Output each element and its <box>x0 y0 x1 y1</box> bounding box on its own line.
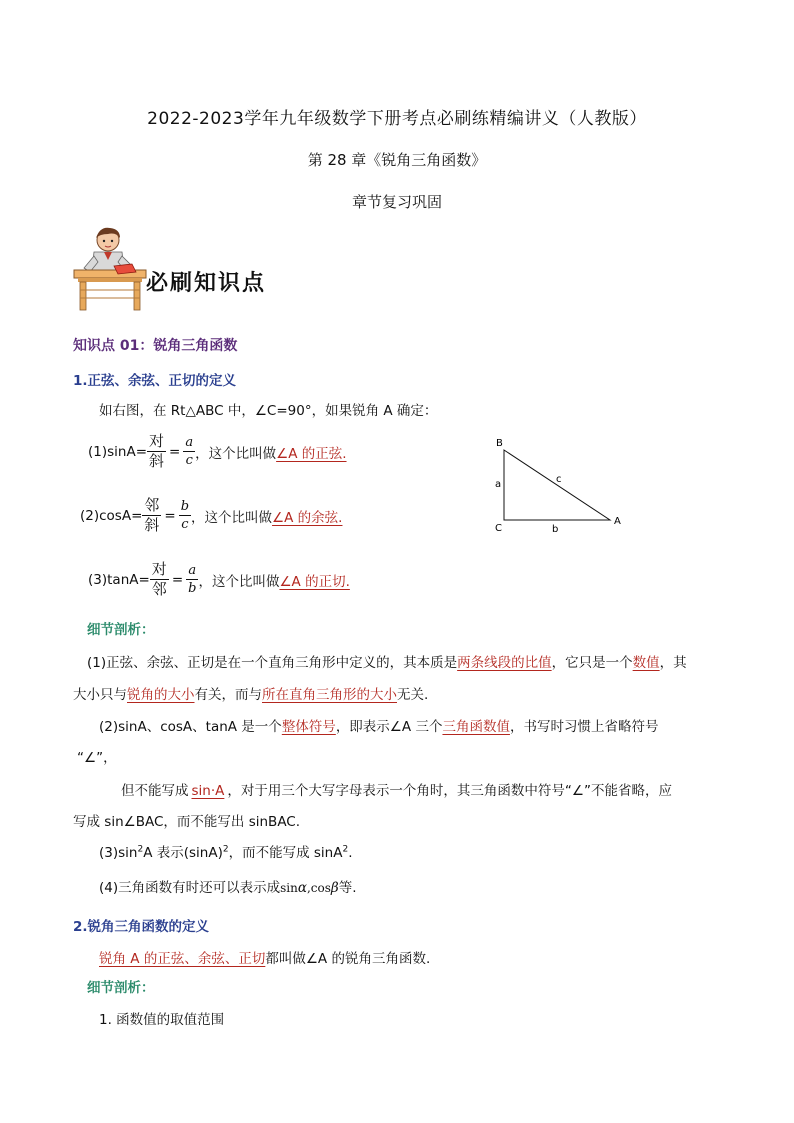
tan-mid: ，这个比叫做 <box>198 573 280 590</box>
vertex-B-label: B <box>496 438 503 449</box>
knowledge-point-heading: 知识点 01：锐角三角函数 <box>73 338 238 354</box>
tan-prefix: (3)tanA= <box>88 571 150 588</box>
sin-prefix: (1)sinA= <box>88 443 148 460</box>
student-desk-illustration <box>70 226 150 312</box>
part1-heading: 1.正弦、余弦、正切的定义 <box>73 373 237 389</box>
vertex-C-label: C <box>495 523 502 534</box>
detail1-p3: $(3)\sin^2A$ 表示$(\sin A)^2$，而不能写成 sinA$^2$. <box>99 844 353 861</box>
part1-intro: 如右图，在 Rt△ABC 中，∠C=90°，如果锐角 A 确定： <box>99 403 438 419</box>
detail1-p2-line1: (2)sinA、cosA、tanA 是一个整体符号，即表示∠A 三个三角函数值，书写时习惯上省略符号 <box>99 719 659 735</box>
cos-ratio-words: $\frac{\text{邻}}{\text{斜}}$ <box>144 496 160 534</box>
tan-definition: (3)tanA= $\frac{\text{对}}{\text{邻}}$ = $\frac{a}{b}$ ，这个比叫做 ∠A 的正切. <box>88 560 350 598</box>
sin-ratio-letters: $\frac{a}{c}$ <box>185 435 194 468</box>
document-title: 2022-2023学年九年级数学下册考点必刷练精编讲义（人教版） <box>147 109 647 129</box>
vertex-A-label: A <box>614 516 621 527</box>
side-a-label: a <box>495 479 502 490</box>
detail1-p2-line3: 但不能写成 sin·A ，对于用三个大写字母表示一个角时，其三角函数中符号“∠”不能省略，应 <box>121 783 672 799</box>
detail1-p1-line1: (1)正弦、余弦、正切是在一个直角三角形中定义的，其本质是两条线段的比值，它只是一个数值，其 <box>87 655 687 671</box>
side-b-label: b <box>552 524 559 535</box>
detail2-heading: 细节剖析： <box>87 980 155 996</box>
detail2-item1: 1. 函数值的取值范围 <box>99 1012 225 1028</box>
chapter-title: 第 28 章《锐角三角函数》 <box>307 151 487 169</box>
sin-definition: (1)sinA= $\frac{\text{对}}{\text{斜}}$ = $\frac{a}{c}$ ，这个比叫做 ∠A 的正弦. <box>88 432 347 470</box>
part2-definition: 锐角 A 的正弦、余弦、正切都叫做∠A 的锐角三角函数. <box>99 951 431 967</box>
banner-label: 必刷知识点 <box>146 270 267 296</box>
section-title: 章节复习巩固 <box>351 193 442 211</box>
tan-term: ∠A 的正切. <box>279 573 350 590</box>
detail1-heading: 细节剖析： <box>87 622 155 638</box>
part2-heading: 2.锐角三角函数的定义 <box>73 919 210 935</box>
cos-definition: (2)cosA= $\frac{\text{邻}}{\text{斜}}$ = $\frac{b}{c}$ ，这个比叫做 ∠A 的余弦. <box>80 496 343 534</box>
sin-term: ∠A 的正弦. <box>276 445 347 462</box>
cos-prefix: (2)cosA= <box>80 507 143 524</box>
detail1-p2-line4: 写成 sin∠BAC，而不能写出 sinBAC. <box>73 814 301 830</box>
cos-term: ∠A 的余弦. <box>272 509 343 526</box>
detail1-p2-quote: “∠”， <box>77 750 117 766</box>
cos-mid: ，这个比叫做 <box>191 509 273 526</box>
detail1-p1-line2: 大小只与锐角的大小有关，而与所在直角三角形的大小无关. <box>73 687 429 703</box>
side-c-label: c <box>556 474 562 485</box>
cos-ratio-letters: $\frac{b}{c}$ <box>180 499 190 532</box>
tan-ratio-letters: $\frac{a}{b}$ <box>188 563 197 596</box>
sin-ratio-words: $\frac{\text{对}}{\text{斜}}$ <box>149 432 165 470</box>
detail1-p4: (4)三角函数有时还可以表示成sinα,cosβ等. <box>99 880 357 896</box>
right-triangle-diagram <box>490 432 630 538</box>
tan-ratio-words: $\frac{\text{对}}{\text{邻}}$ <box>151 560 167 598</box>
sin-mid: ，这个比叫做 <box>195 445 277 462</box>
